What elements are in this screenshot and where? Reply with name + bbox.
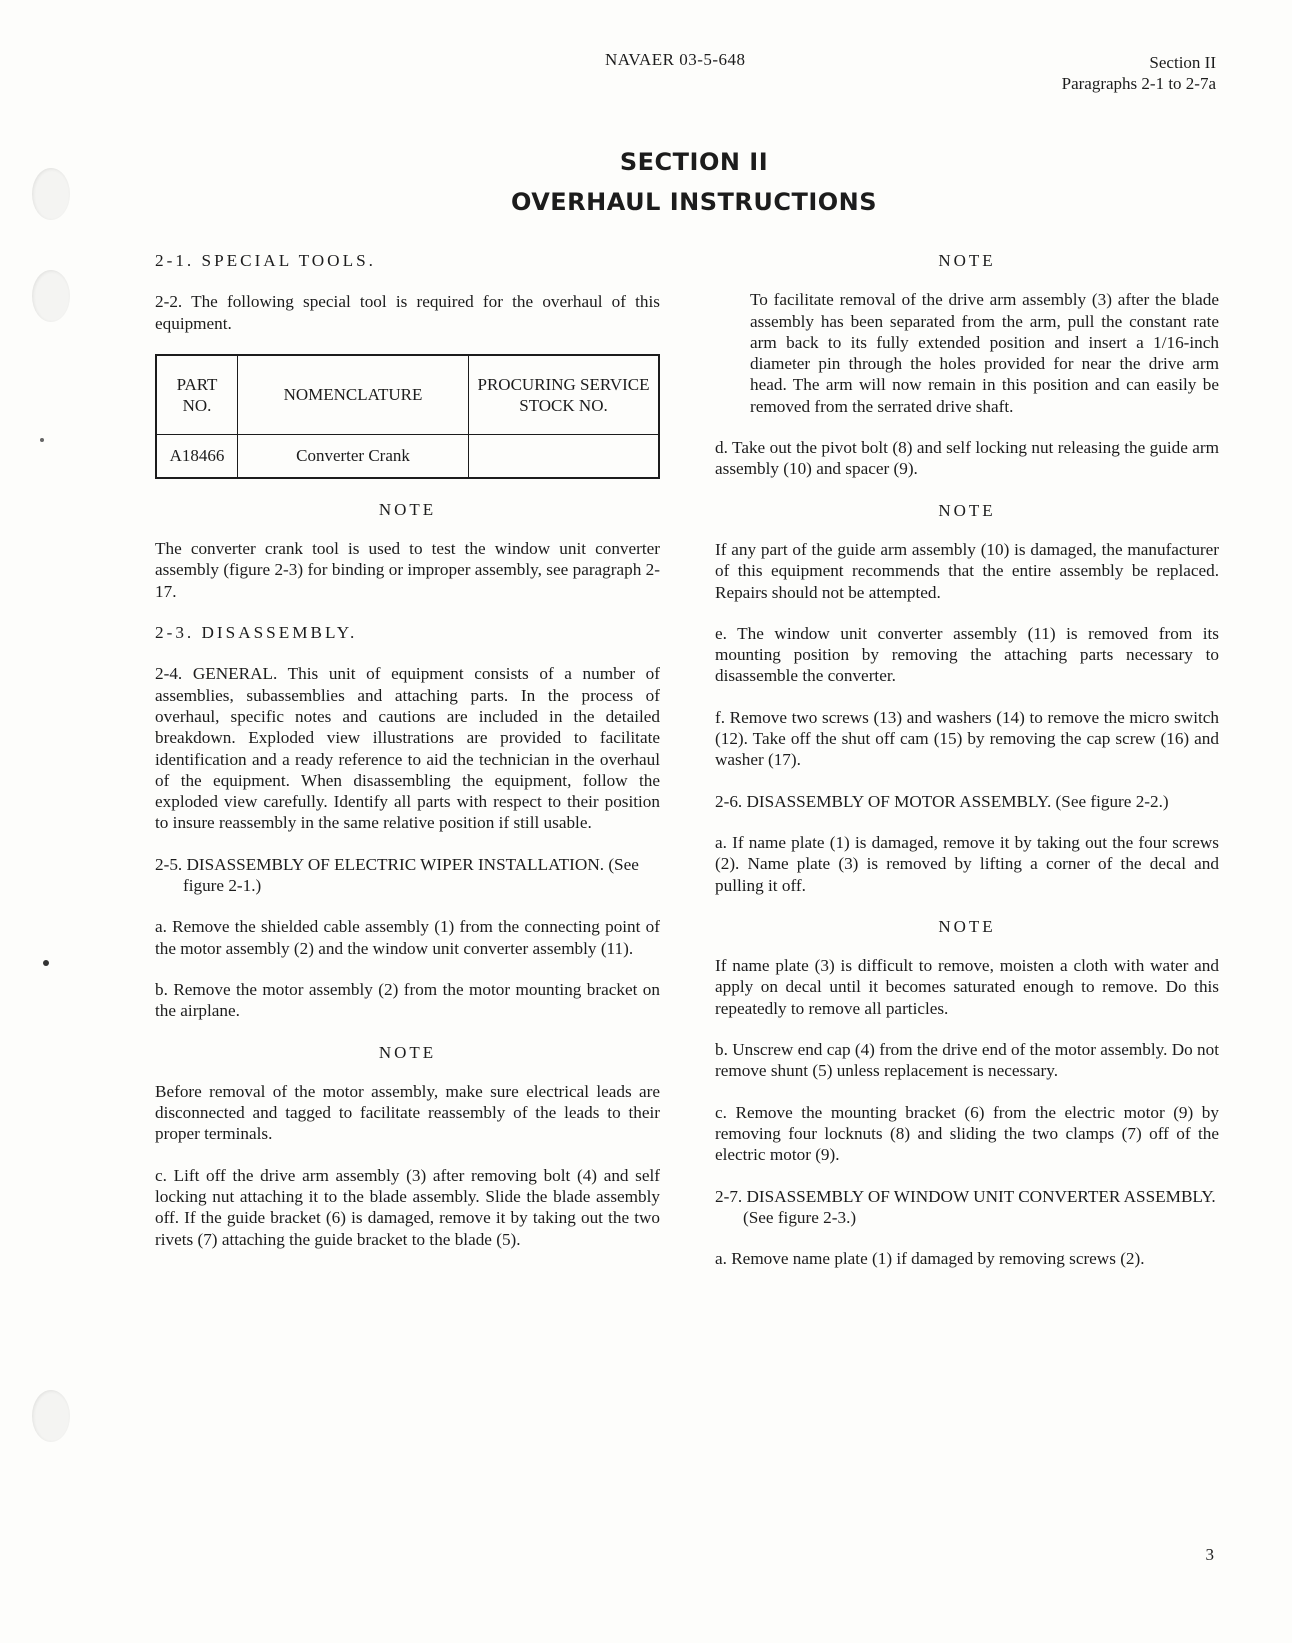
paragraph-2-5: 2-5. DISASSEMBLY OF ELECTRIC WIPER INSTALLATION. (See figure 2-1.) xyxy=(155,854,639,896)
left-column xyxy=(155,250,660,1270)
note-heading: NOTE xyxy=(938,251,996,270)
step-d: d. Take out the pivot bolt (8) and self locking nut releasing the guide arm assembly (10) and spacer (9). xyxy=(715,438,1219,479)
doc-number: NAVAER 03-5-648 xyxy=(605,50,746,69)
col-header-part-no: PART NO. xyxy=(156,355,238,435)
table-header-row xyxy=(156,355,659,435)
col-header-nomenclature: NOMENCLATURE xyxy=(238,355,469,435)
note-heading: NOTE xyxy=(938,916,996,936)
col-header-stock-no: PROCURING SERVICE STOCK NO. xyxy=(469,355,660,435)
paragraph-2-1: 2-1. SPECIAL TOOLS. xyxy=(155,251,376,270)
section-title: SECTION II xyxy=(619,148,769,176)
cell-part-no: A18466 xyxy=(156,434,238,478)
step-a: a. Remove the shielded cable assembly (1) from the connecting point of the motor assembly (2) and the window unit converter assembly (11). xyxy=(155,917,660,958)
paragraphs-label: Paragraphs 2-1 to 2-7a xyxy=(1061,74,1216,93)
paragraph-2-2: 2-2. The following special tool is required for the overhaul of this equipment. xyxy=(155,292,660,333)
note-text: Before removal of the motor assembly, make sure electrical leads are disconnected and tagged to facilitate reassembly of the leads to their proper terminals. xyxy=(155,1081,660,1144)
step-f: f. Remove two screws (13) and washers (14) to remove the micro switch (12). Take off the shut off cam (15) by removing the cap screw (16) and washer (17). xyxy=(715,707,1219,770)
right-column xyxy=(715,250,1219,1289)
paragraph-2-3: 2-3. DISASSEMBLY. xyxy=(155,623,358,643)
speck xyxy=(40,438,44,442)
paragraph-2-7: 2-7. DISASSEMBLY OF WINDOW UNIT CONVERTER ASSEMBLY. (See figure 2-3.) xyxy=(715,1186,1216,1227)
page-number: 3 xyxy=(1205,1545,1214,1564)
special-tools-table xyxy=(155,354,660,479)
step-c-motor: c. Remove the mounting bracket (6) from the electric motor (9) by removing four locknuts (8) and sliding the two clamps (7) off of the electric motor (9). xyxy=(715,1102,1219,1165)
step-a-motor: a. If name plate (1) is damaged, remove it by taking out the four screws (2). Name plate (3) is removed by lifting a corner of the decal and pulling it off. xyxy=(715,832,1219,895)
note-text: The converter crank tool is used to test the window unit converter assembly (figure 2-3) for binding or improper assembly, see paragraph 2-17. xyxy=(155,539,660,601)
note-text: If name plate (3) is difficult to remove, moisten a cloth with water and apply on decal until it becomes saturated enough to remove. Do this repeatedly to remove all particles. xyxy=(715,956,1219,1018)
note-text: If any part of the guide arm assembly (10) is damaged, the manufacturer of this equipment recommends that the entire assembly be replaced. Repairs should not be attempted. xyxy=(715,539,1219,602)
punch-hole-upper xyxy=(32,270,70,322)
cell-stock-no xyxy=(469,434,660,478)
note-heading: NOTE xyxy=(938,500,996,520)
table-row xyxy=(156,434,659,478)
step-e: e. The window unit converter assembly (11) is removed from its mounting position by removing the attaching parts necessary to disassemble the converter. xyxy=(715,623,1219,686)
paragraph-2-6: 2-6. DISASSEMBLY OF MOTOR ASSEMBLY. (See figure 2-2.) xyxy=(715,791,1169,811)
note-text: To facilitate removal of the drive arm assembly (3) after the blade assembly has been separated from the arm, pull the constant rate arm back to its fully extended position and insert a 1/16-inch diameter pin through the holes provided for near the drive arm head. The arm will now remain in this position and can easily be removed from the serrated drive shaft. xyxy=(750,290,1219,416)
step-b-motor: b. Unscrew end cap (4) from the drive end of the motor assembly. Do not remove shunt (5) unless replacement is necessary. xyxy=(715,1040,1219,1081)
cell-nomenclature: Converter Crank xyxy=(238,434,469,478)
step-c: c. Lift off the drive arm assembly (3) after removing bolt (4) and self locking nut attaching it to the blade assembly. Slide the blade assembly off. If the guide bracket (6) is damaged, remove it by taking out the two rivets (7) attaching the guide bracket to the blade (5). xyxy=(155,1165,660,1249)
note-heading: NOTE xyxy=(378,499,437,519)
step-b: b. Remove the motor assembly (2) from the motor mounting bracket on the airplane. xyxy=(155,979,660,1021)
punch-hole-bottom xyxy=(32,1390,70,1442)
section-reference xyxy=(1062,52,1216,94)
section-label: Section II xyxy=(1149,53,1216,72)
speck xyxy=(43,960,49,966)
section-subtitle: OVERHAUL INSTRUCTIONS xyxy=(510,188,878,216)
step-a-converter: a. Remove name plate (1) if damaged by removing screws (2). xyxy=(715,1249,1145,1269)
paragraph-2-4: 2-4. GENERAL. This unit of equipment consists of a number of assemblies, subassemblies and attaching parts. In the process of overhaul, specific notes and cautions are included in the detailed breakdown. Exploded view illustrations are provided to facilitate identification and a ready reference to aid the technician in the overhaul of the equipment. When disassembling the equipment, follow the exploded view carefully. Identify all parts with respect to their position to insure reassembly in the same relative position if still usable. xyxy=(155,664,660,833)
note-heading: NOTE xyxy=(378,1042,437,1062)
